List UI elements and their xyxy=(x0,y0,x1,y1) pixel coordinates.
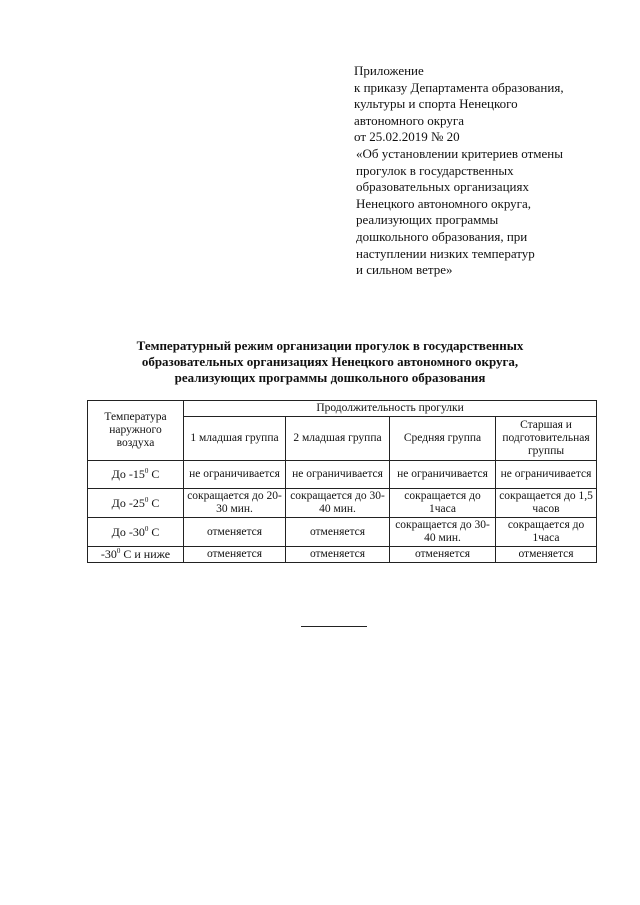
appendix-line: прогулок в государственных xyxy=(356,162,514,178)
temperature-cell: До $-30^0$ С xyxy=(88,518,184,547)
table-cell: сокращается до 1часа xyxy=(496,518,597,547)
appendix-line: реализующих программы xyxy=(356,212,499,228)
temperature-cell: До $-15^0$ С xyxy=(88,461,184,489)
appendix-line: автономного округа xyxy=(354,112,464,128)
table-cell: не ограничивается xyxy=(390,461,496,489)
table-row xyxy=(88,547,597,563)
table-cell: отменяется xyxy=(286,518,390,547)
group-header: 2 младшая группа xyxy=(286,417,390,461)
group-header: 1 младшая группа xyxy=(184,417,286,461)
appendix-line: от 25.02.2019 № 20 xyxy=(354,129,460,145)
table-cell: сокращается до 1,5 часов xyxy=(496,489,597,518)
table-cell: не ограничивается xyxy=(286,461,390,489)
appendix-line: Ненецкого автономного округа, xyxy=(356,195,531,211)
title-line: Температурный режим организации прогулок в государственных xyxy=(136,338,524,353)
table-header-row xyxy=(88,401,597,417)
table-row xyxy=(88,461,597,489)
temperature-cell: До $-25^0$ С xyxy=(88,489,184,518)
duration-header: Продолжительность прогулки xyxy=(184,401,597,417)
appendix-block xyxy=(354,63,624,279)
appendix-line: и сильном ветре» xyxy=(356,262,453,278)
table-row xyxy=(88,518,597,547)
appendix-line: образовательных организациях xyxy=(356,179,529,195)
group-header: Старшая и подготовительная группы xyxy=(496,417,597,461)
table-cell: сокращается до 1часа xyxy=(390,489,496,518)
group-header: Средняя группа xyxy=(390,417,496,461)
title-line: реализующих программы дошкольного образования xyxy=(174,370,486,385)
table-cell: сокращается до 20-30 мин. xyxy=(184,489,286,518)
appendix-line: культуры и спорта Ненецкого xyxy=(354,96,518,112)
table-cell: сокращается до 30-40 мин. xyxy=(286,489,390,518)
table-cell: отменяется xyxy=(390,547,496,563)
walk-regime-table xyxy=(87,400,597,563)
title-line: образовательных организациях Ненецкого автономного округа, xyxy=(141,354,519,369)
table-cell: отменяется xyxy=(286,547,390,563)
temperature-header: Температура наружного воздуха xyxy=(88,401,184,461)
table-cell: не ограничивается xyxy=(184,461,286,489)
appendix-line: наступлении низких температур xyxy=(356,245,535,261)
document-title xyxy=(120,338,540,386)
table-cell: отменяется xyxy=(496,547,597,563)
closing-rule-divider xyxy=(301,626,367,627)
appendix-line: «Об установлении критериев отмены xyxy=(356,145,563,161)
appendix-line: Приложение xyxy=(354,63,424,78)
appendix-line: к приказу Департамента образования, xyxy=(354,79,564,95)
table-cell: отменяется xyxy=(184,547,286,563)
table-cell: сокращается до 30-40 мин. xyxy=(390,518,496,547)
temperature-cell: $-30^0$ С и ниже xyxy=(88,547,184,563)
table-cell: не ограничивается xyxy=(496,461,597,489)
table-row xyxy=(88,489,597,518)
appendix-line: дошкольного образования, при xyxy=(356,228,528,244)
table-cell: отменяется xyxy=(184,518,286,547)
